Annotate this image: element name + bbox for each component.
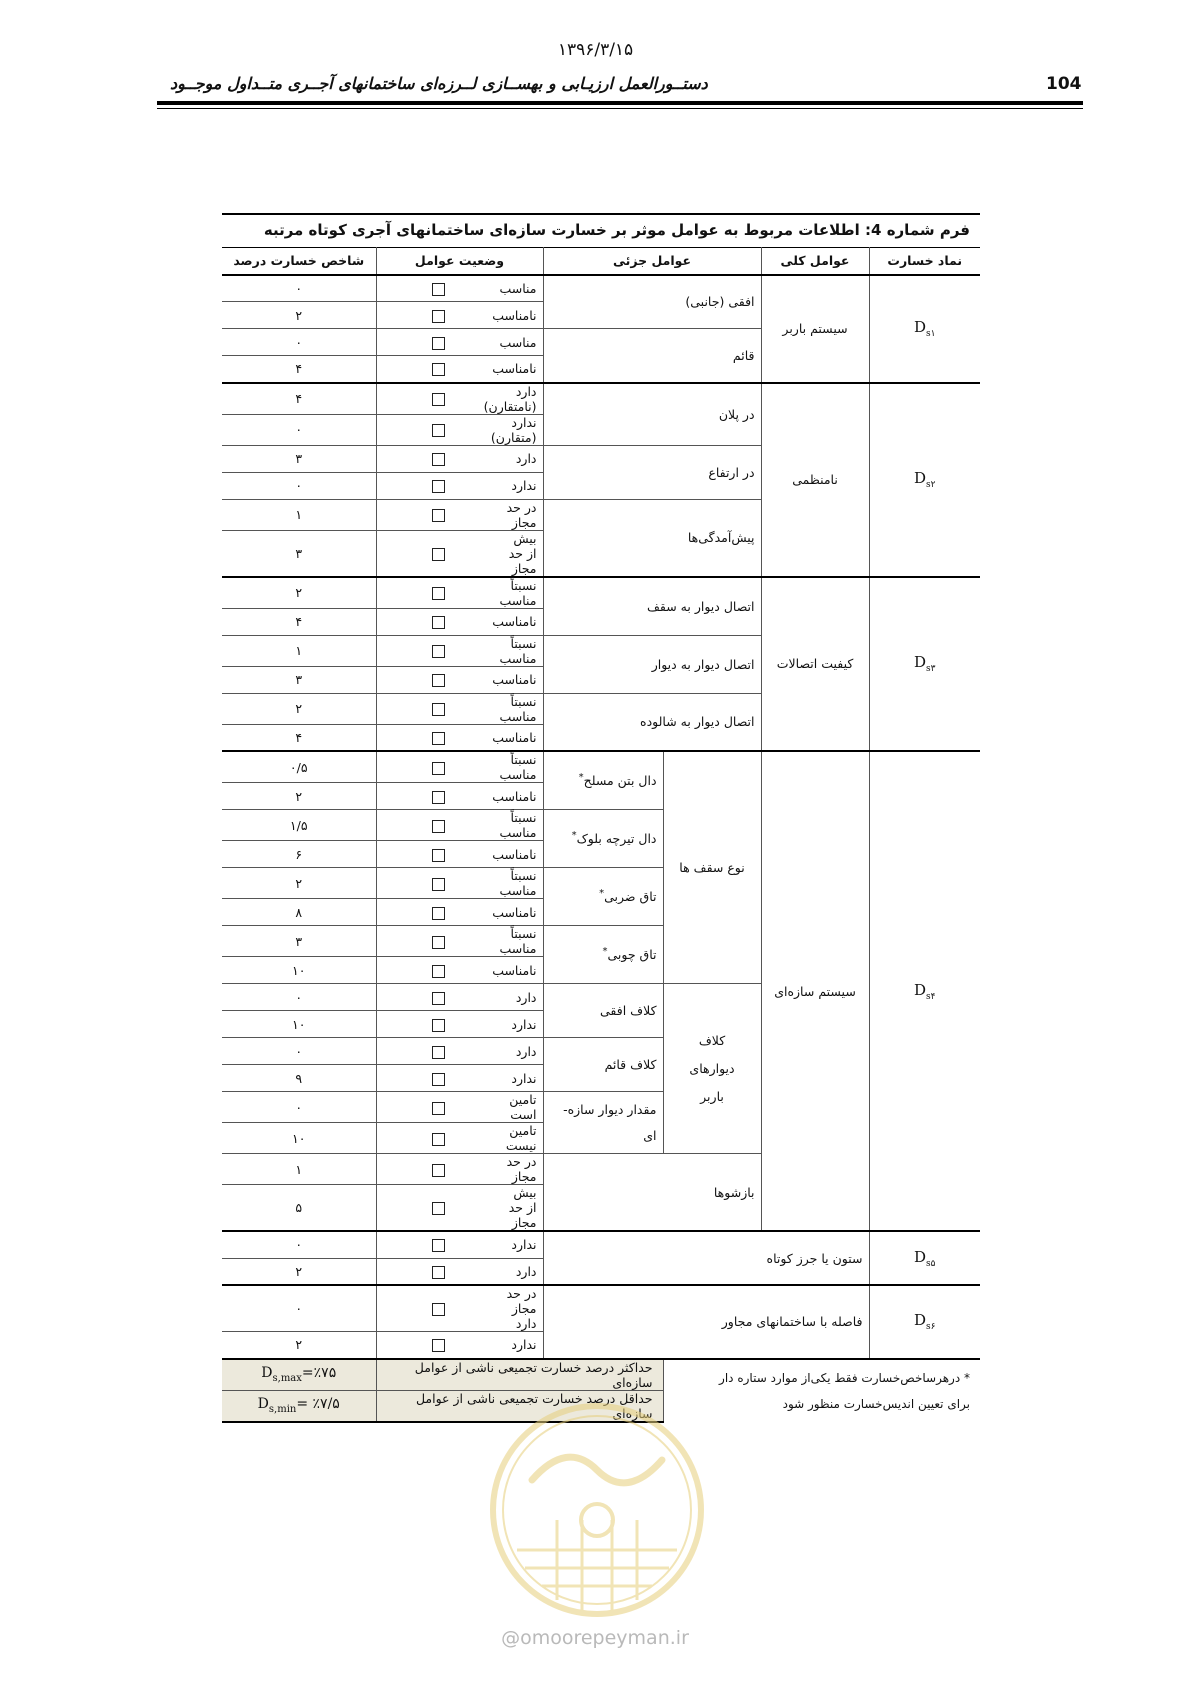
status-checkbox[interactable]	[376, 957, 500, 984]
status-label: تامین نیست	[500, 1123, 543, 1154]
checkbox-icon[interactable]	[432, 1133, 445, 1146]
damage-index: ۵	[222, 1185, 376, 1232]
damage-index: ۱۰	[222, 1123, 376, 1154]
checkbox-icon[interactable]	[432, 587, 445, 600]
checkbox-icon[interactable]	[432, 337, 445, 350]
checkbox-icon[interactable]	[432, 1164, 445, 1177]
damage-index: ۱	[222, 499, 376, 530]
watermark-text: @omoorepeyman.ir	[501, 1627, 689, 1649]
status-checkbox[interactable]	[376, 1038, 500, 1065]
damage-index: ۲	[222, 868, 376, 899]
status-label: دارد	[500, 1258, 543, 1285]
damage-index: ۳	[222, 530, 376, 577]
damage-index: ۰	[222, 1285, 376, 1332]
general-factor: ستون یا جرز کوتاه	[543, 1231, 869, 1285]
status-label: مناسب	[500, 329, 543, 356]
status-label: تامین است	[500, 1092, 543, 1123]
header-date: ۱۳۹۶/۳/۱۵	[557, 40, 634, 60]
damage-index: ۱۰	[222, 1011, 376, 1038]
checkbox-icon[interactable]	[432, 703, 445, 716]
status-label: نامناسب	[500, 841, 543, 868]
roof-type: دال بتن مسلح*	[543, 751, 663, 810]
status-checkbox[interactable]	[376, 1123, 500, 1154]
col-header-partial: عوامل جزئی	[543, 248, 761, 275]
damage-index: ۳	[222, 926, 376, 957]
checkbox-icon[interactable]	[432, 936, 445, 949]
damage-index: ۰	[222, 472, 376, 499]
checkbox-icon[interactable]	[432, 820, 445, 833]
min-damage-label: حداقل درصد خسارت تجمیعی ناشی از عوامل سازه‌ای	[376, 1390, 663, 1422]
table-row	[222, 275, 980, 302]
bearing-wall-ties-label: کلاف دیوارهای باربر	[663, 984, 761, 1154]
status-label: دارد	[500, 984, 543, 1011]
general-factor: فاصله با ساختمانهای مجاور	[543, 1285, 869, 1359]
checkbox-icon[interactable]	[432, 509, 445, 522]
checkbox-icon[interactable]	[432, 424, 445, 437]
footnote: * درهرساخص‌خسارت فقط یکی‌از موارد ستاره دار برای تعیین اندیس‌خسارت منظور شود	[663, 1359, 980, 1422]
symbol-ds5: $D_{s۵}$	[869, 1231, 980, 1285]
seal-emblem	[581, 1504, 613, 1536]
symbol-ds1: $D_{s۱}$	[869, 275, 980, 383]
status-label: دارد	[500, 445, 543, 472]
status-label: نسبتاً مناسب	[500, 635, 543, 666]
symbol-ds6: $D_{s۶}$	[869, 1285, 980, 1359]
max-damage-value: $D_{s,max}=٪۷۵$	[222, 1359, 376, 1391]
status-label: ندارد	[500, 1332, 543, 1359]
status-checkbox[interactable]	[376, 1332, 500, 1359]
status-checkbox[interactable]	[376, 414, 500, 445]
status-label: در حد مجاز	[500, 1154, 543, 1185]
col-header-index: شاخص خسارت درصد	[222, 248, 376, 275]
status-label: بیش از حد مجاز	[500, 1185, 543, 1232]
table-header-row	[222, 248, 980, 275]
damage-factor-table	[222, 247, 980, 1423]
general-factor: سیستم باربر	[761, 275, 869, 383]
checkbox-icon[interactable]	[432, 992, 445, 1005]
damage-index: ۲	[222, 577, 376, 609]
status-checkbox[interactable]	[376, 984, 500, 1011]
structural-wall-amount: مقدار دیوار سازه- ای	[543, 1092, 663, 1154]
checkbox-icon[interactable]	[432, 310, 445, 323]
damage-index: ۳	[222, 666, 376, 693]
damage-index: ۰	[222, 1231, 376, 1258]
status-label: در حد مجاز	[500, 499, 543, 530]
roof-type: تاق ضربی*	[543, 868, 663, 926]
damage-index: ۰	[222, 1092, 376, 1123]
checkbox-icon[interactable]	[432, 1202, 445, 1215]
status-label: ندارد	[500, 1231, 543, 1258]
header-rule-thin	[157, 108, 1083, 109]
status-checkbox[interactable]	[376, 1092, 500, 1123]
damage-index: ۶	[222, 841, 376, 868]
checkbox-icon[interactable]	[432, 363, 445, 376]
tie-type: کلاف افقی	[543, 984, 663, 1038]
checkbox-icon[interactable]	[432, 1266, 445, 1279]
status-checkbox[interactable]	[376, 635, 500, 666]
status-checkbox[interactable]	[376, 1154, 500, 1185]
status-label: نامناسب	[500, 608, 543, 635]
checkbox-icon[interactable]	[432, 645, 445, 658]
damage-index: ۰/۵	[222, 751, 376, 783]
col-header-status: وضعیت عوامل	[376, 248, 543, 275]
damage-index: ۴	[222, 724, 376, 751]
damage-index: ۰	[222, 329, 376, 356]
status-label: نسبتاً مناسب	[500, 926, 543, 957]
damage-index: ۱/۵	[222, 810, 376, 841]
page-number: 104	[1046, 74, 1082, 94]
status-checkbox[interactable]	[376, 275, 500, 302]
status-label: نامناسب	[500, 302, 543, 329]
damage-index: ۰	[295, 280, 303, 296]
status-checkbox[interactable]	[376, 608, 500, 635]
partial-factor: در پلان	[543, 383, 761, 446]
watermark-seal	[487, 1400, 707, 1620]
status-checkbox[interactable]	[376, 751, 500, 783]
status-label: ندارد	[500, 1011, 543, 1038]
partial-factor: بازشوها	[543, 1154, 761, 1232]
checkbox-icon[interactable]	[432, 762, 445, 775]
checkbox-icon[interactable]	[432, 1303, 445, 1316]
status-checkbox[interactable]	[376, 472, 500, 499]
checkbox-icon[interactable]	[432, 965, 445, 978]
checkbox-icon[interactable]	[432, 1339, 445, 1352]
status-label: مناسب	[499, 280, 537, 296]
checkbox-icon[interactable]	[432, 907, 445, 920]
table-row	[222, 577, 980, 609]
status-label: نسبتاً مناسب	[500, 577, 543, 609]
status-label: ندارد (متقارن)	[500, 414, 543, 445]
partial-factor: اتصال دیوار به دیوار	[543, 635, 761, 693]
checkbox-icon[interactable]	[432, 674, 445, 687]
max-damage-label: حداکثر درصد خسارت تجمیعی ناشی از عوامل سازه‌ای	[376, 1359, 663, 1391]
damage-index: ۲	[222, 302, 376, 329]
status-checkbox[interactable]	[376, 1231, 500, 1258]
status-label: نامناسب	[500, 666, 543, 693]
status-checkbox[interactable]	[376, 666, 500, 693]
form-title: فرم شماره 4: اطلاعات مربوط به عوامل موثر بر خسارت سازه‌ای ساختمانهای آجری کوتاه مرتبه	[222, 213, 980, 247]
status-checkbox[interactable]	[376, 841, 500, 868]
status-checkbox[interactable]	[376, 1185, 500, 1232]
table-row	[222, 1231, 980, 1258]
seal-inner-ring	[503, 1416, 691, 1604]
status-checkbox[interactable]	[376, 356, 500, 383]
checkbox-icon[interactable]	[432, 283, 445, 296]
status-label: نسبتاً مناسب	[500, 810, 543, 841]
seal-ring	[493, 1406, 701, 1614]
damage-index: ۱	[222, 635, 376, 666]
status-checkbox[interactable]	[376, 693, 500, 724]
status-label: ندارد	[500, 1065, 543, 1092]
damage-index: ۴	[222, 608, 376, 635]
damage-index: ۹	[222, 1065, 376, 1092]
checkbox-icon[interactable]	[432, 1073, 445, 1086]
form-4	[222, 213, 980, 1423]
general-factor: نامنظمی	[761, 383, 869, 577]
status-label: دارد (نامتقارن)	[500, 383, 543, 415]
symbol-ds3: $D_{s۳}$	[869, 577, 980, 752]
damage-index: ۳	[222, 445, 376, 472]
seal-script-stroke	[532, 1457, 662, 1483]
roof-type: دال تیرچه بلوک*	[543, 810, 663, 868]
damage-index: ۲	[222, 1332, 376, 1359]
status-checkbox[interactable]	[376, 1258, 500, 1285]
roof-type: تاق چوبی*	[543, 926, 663, 984]
header-title: دستــورالعمل ارزیـابی و بهســازی لــرزه‌ای ساختمانهای آجــری متــداول موجــود	[170, 74, 708, 93]
status-checkbox[interactable]	[376, 926, 500, 957]
status-label: نسبتاً مناسب	[500, 693, 543, 724]
status-label: نامناسب	[500, 783, 543, 810]
status-label: بیش از حد مجاز	[500, 530, 543, 577]
status-checkbox[interactable]	[376, 1065, 500, 1092]
partial-factor: اتصال دیوار به شالوده	[543, 693, 761, 751]
checkbox-icon[interactable]	[432, 393, 445, 406]
status-label: نامناسب	[500, 899, 543, 926]
checkbox-icon[interactable]	[432, 548, 445, 561]
roof-type-label: نوع سقف ها	[663, 751, 761, 984]
table-row	[222, 1285, 980, 1332]
status-checkbox[interactable]	[376, 868, 500, 899]
checkbox-icon[interactable]	[432, 616, 445, 629]
damage-index: ۰	[222, 414, 376, 445]
checkbox-icon[interactable]	[432, 1239, 445, 1252]
status-checkbox[interactable]	[376, 329, 500, 356]
status-checkbox[interactable]	[376, 445, 500, 472]
status-label: نسبتاً مناسب	[500, 868, 543, 899]
checkbox-icon[interactable]	[432, 732, 445, 745]
status-checkbox[interactable]	[376, 530, 500, 577]
checkbox-icon[interactable]	[432, 480, 445, 493]
damage-index: ۰	[222, 1038, 376, 1065]
status-label: نامناسب	[500, 724, 543, 751]
col-header-general: عوامل کلی	[761, 248, 869, 275]
status-checkbox[interactable]	[376, 783, 500, 810]
status-label: در حد مجاز دارد	[500, 1285, 543, 1332]
header-rule-thick	[157, 101, 1083, 105]
general-factor: کیفیت اتصالات	[761, 577, 869, 752]
table-row	[222, 383, 980, 415]
damage-index: ۲	[222, 693, 376, 724]
symbol-ds4: $D_{s۴}$	[869, 751, 980, 1231]
status-checkbox[interactable]	[376, 810, 500, 841]
status-checkbox[interactable]	[376, 499, 500, 530]
partial-factor: اتصال دیوار به سقف	[543, 577, 761, 636]
partial-factor: افقی (جانبی)	[543, 275, 761, 329]
status-label: نسبتاً مناسب	[500, 751, 543, 783]
status-checkbox[interactable]	[376, 1285, 500, 1332]
damage-index: ۴	[222, 383, 376, 415]
status-checkbox[interactable]	[376, 383, 500, 415]
tie-type: کلاف قائم	[543, 1038, 663, 1092]
checkbox-icon[interactable]	[432, 791, 445, 804]
status-label: دارد	[500, 1038, 543, 1065]
status-label: نامناسب	[500, 356, 543, 383]
damage-index: ۱۰	[222, 957, 376, 984]
checkbox-icon[interactable]	[432, 1046, 445, 1059]
table-row	[222, 751, 980, 783]
partial-factor: قائم	[543, 329, 761, 383]
min-damage-value: $D_{s,min}=$ ٪۷/۵	[222, 1390, 376, 1422]
status-label: نامناسب	[500, 957, 543, 984]
status-checkbox[interactable]	[376, 1011, 500, 1038]
summary-row-max	[222, 1359, 980, 1391]
col-header-symbol: نماد خسارت	[869, 248, 980, 275]
symbol-ds2: $D_{s۲}$	[869, 383, 980, 577]
status-checkbox[interactable]	[376, 724, 500, 751]
checkbox-icon[interactable]	[432, 849, 445, 862]
checkbox-icon[interactable]	[432, 453, 445, 466]
damage-index: ۲	[222, 1258, 376, 1285]
partial-factor: پیش‌آمدگی‌ها	[543, 499, 761, 577]
damage-index: ۸	[222, 899, 376, 926]
damage-index: ۴	[222, 356, 376, 383]
partial-factor: در ارتفاع	[543, 445, 761, 499]
general-factor: سیستم سازه‌ای	[761, 751, 869, 1231]
status-checkbox[interactable]	[376, 302, 500, 329]
status-label: ندارد	[500, 472, 543, 499]
damage-index: ۱	[222, 1154, 376, 1185]
checkbox-icon[interactable]	[432, 1019, 445, 1032]
status-checkbox[interactable]	[376, 577, 500, 609]
damage-index: ۲	[222, 783, 376, 810]
checkbox-icon[interactable]	[432, 1102, 445, 1115]
status-checkbox[interactable]	[376, 899, 500, 926]
checkbox-icon[interactable]	[432, 878, 445, 891]
damage-index: ۰	[222, 984, 376, 1011]
